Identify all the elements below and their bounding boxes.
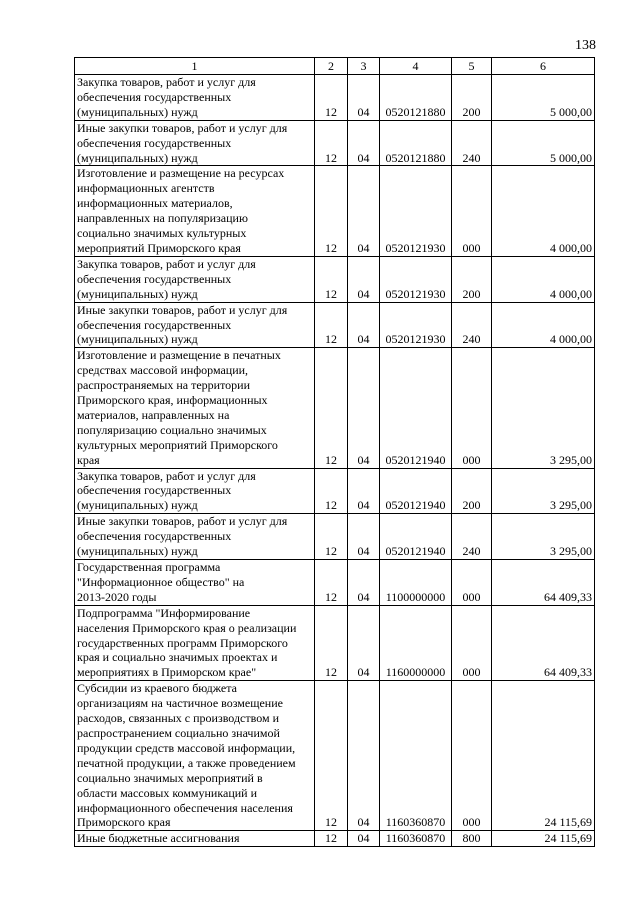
row-section: 12 [315,75,348,121]
row-expense-type: 200 [452,468,492,514]
row-expense-type: 000 [452,681,492,831]
row-amount: 3 295,00 [492,514,595,560]
row-amount: 3 295,00 [492,468,595,514]
row-subsection: 04 [348,120,380,166]
row-name: Иные закупки товаров, работ и услуг для обеспечения государственных (муниципальных) нужд [75,514,315,560]
row-subsection: 04 [348,166,380,256]
row-amount: 5 000,00 [492,120,595,166]
row-section: 12 [315,681,348,831]
row-subsection: 04 [348,681,380,831]
row-expense-type: 000 [452,560,492,606]
row-section: 12 [315,256,348,302]
row-expense-type: 240 [452,514,492,560]
row-expense-type: 200 [452,256,492,302]
row-target-code: 0520121930 [380,302,452,348]
row-name: Иные закупки товаров, работ и услуг для обеспечения государственных (муниципальных) нужд [75,120,315,166]
column-header-4: 4 [380,58,452,75]
row-section: 12 [315,120,348,166]
column-header-1: 1 [75,58,315,75]
row-amount: 64 409,33 [492,605,595,681]
row-section: 12 [315,831,348,847]
row-subsection: 04 [348,75,380,121]
row-amount: 24 115,69 [492,681,595,831]
row-target-code: 0520121880 [380,75,452,121]
row-name: Закупка товаров, работ и услуг для обеспечения государственных (муниципальных) нужд [75,75,315,121]
row-target-code: 0520121940 [380,468,452,514]
table-row [75,605,595,681]
column-header-2: 2 [315,58,348,75]
row-name: Иные бюджетные ассигнования [75,831,315,847]
row-subsection: 04 [348,831,380,847]
row-amount: 5 000,00 [492,75,595,121]
row-target-code: 0520121940 [380,348,452,468]
table-row [75,302,595,348]
row-target-code: 1160000000 [380,605,452,681]
table-row [75,831,595,847]
row-subsection: 04 [348,348,380,468]
row-target-code: 0520121880 [380,120,452,166]
column-header-3: 3 [348,58,380,75]
table-row [75,681,595,831]
column-header-5: 5 [452,58,492,75]
row-amount: 3 295,00 [492,348,595,468]
row-expense-type: 240 [452,120,492,166]
row-expense-type: 240 [452,302,492,348]
table-header-row [75,58,595,75]
row-expense-type: 000 [452,605,492,681]
table-row [75,560,595,606]
row-section: 12 [315,605,348,681]
row-amount: 4 000,00 [492,302,595,348]
table-row [75,514,595,560]
row-subsection: 04 [348,256,380,302]
row-section: 12 [315,166,348,256]
row-section: 12 [315,348,348,468]
page-number: 138 [575,38,596,53]
row-subsection: 04 [348,302,380,348]
row-expense-type: 200 [452,75,492,121]
row-target-code: 1160360870 [380,831,452,847]
row-section: 12 [315,468,348,514]
row-expense-type: 800 [452,831,492,847]
row-target-code: 0520121940 [380,514,452,560]
row-expense-type: 000 [452,348,492,468]
row-name: Иные закупки товаров, работ и услуг для обеспечения государственных (муниципальных) нужд [75,302,315,348]
row-amount: 64 409,33 [492,560,595,606]
row-amount: 4 000,00 [492,166,595,256]
row-name: Изготовление и размещение на ресурсах информационных агентств информационных материалов, направленных на популяризацию социально значимых культурных мероприятий Приморского края [75,166,315,256]
row-name: Подпрограмма "Информирование населения Приморского края о реализации государственных программ Приморского края и социально значимых проектах и мероприятиях в Приморском крае" [75,605,315,681]
row-name: Закупка товаров, работ и услуг для обеспечения государственных (муниципальных) нужд [75,468,315,514]
row-section: 12 [315,514,348,560]
row-target-code: 0520121930 [380,256,452,302]
table-row [75,120,595,166]
row-section: 12 [315,302,348,348]
row-target-code: 1100000000 [380,560,452,606]
row-amount: 4 000,00 [492,256,595,302]
row-amount: 24 115,69 [492,831,595,847]
column-header-6: 6 [492,58,595,75]
table-row [75,348,595,468]
row-subsection: 04 [348,560,380,606]
row-name: Государственная программа "Информационное общество" на 2013-2020 годы [75,560,315,606]
row-target-code: 0520121930 [380,166,452,256]
row-target-code: 1160360870 [380,681,452,831]
table-row [75,468,595,514]
row-section: 12 [315,560,348,606]
table-row [75,75,595,121]
row-name: Закупка товаров, работ и услуг для обеспечения государственных (муниципальных) нужд [75,256,315,302]
table-row [75,166,595,256]
row-name: Изготовление и размещение в печатных средствах массовой информации, распространяемых на территории Приморского края, информационных материалов, направленных на популяризацию социально значимых культурных мероприятий Приморского края [75,348,315,468]
row-subsection: 04 [348,605,380,681]
row-subsection: 04 [348,514,380,560]
row-name: Субсидии из краевого бюджета организациям на частичное возмещение расходов, связанных с производством и распространением социально значимой продукции средств массовой информации, печатной продукции, а также проведением социально значимых мероприятий в области массовых коммуникаций и информационного обеспечения населения Приморского края [75,681,315,831]
row-expense-type: 000 [452,166,492,256]
row-subsection: 04 [348,468,380,514]
budget-table [74,57,595,847]
table-row [75,256,595,302]
